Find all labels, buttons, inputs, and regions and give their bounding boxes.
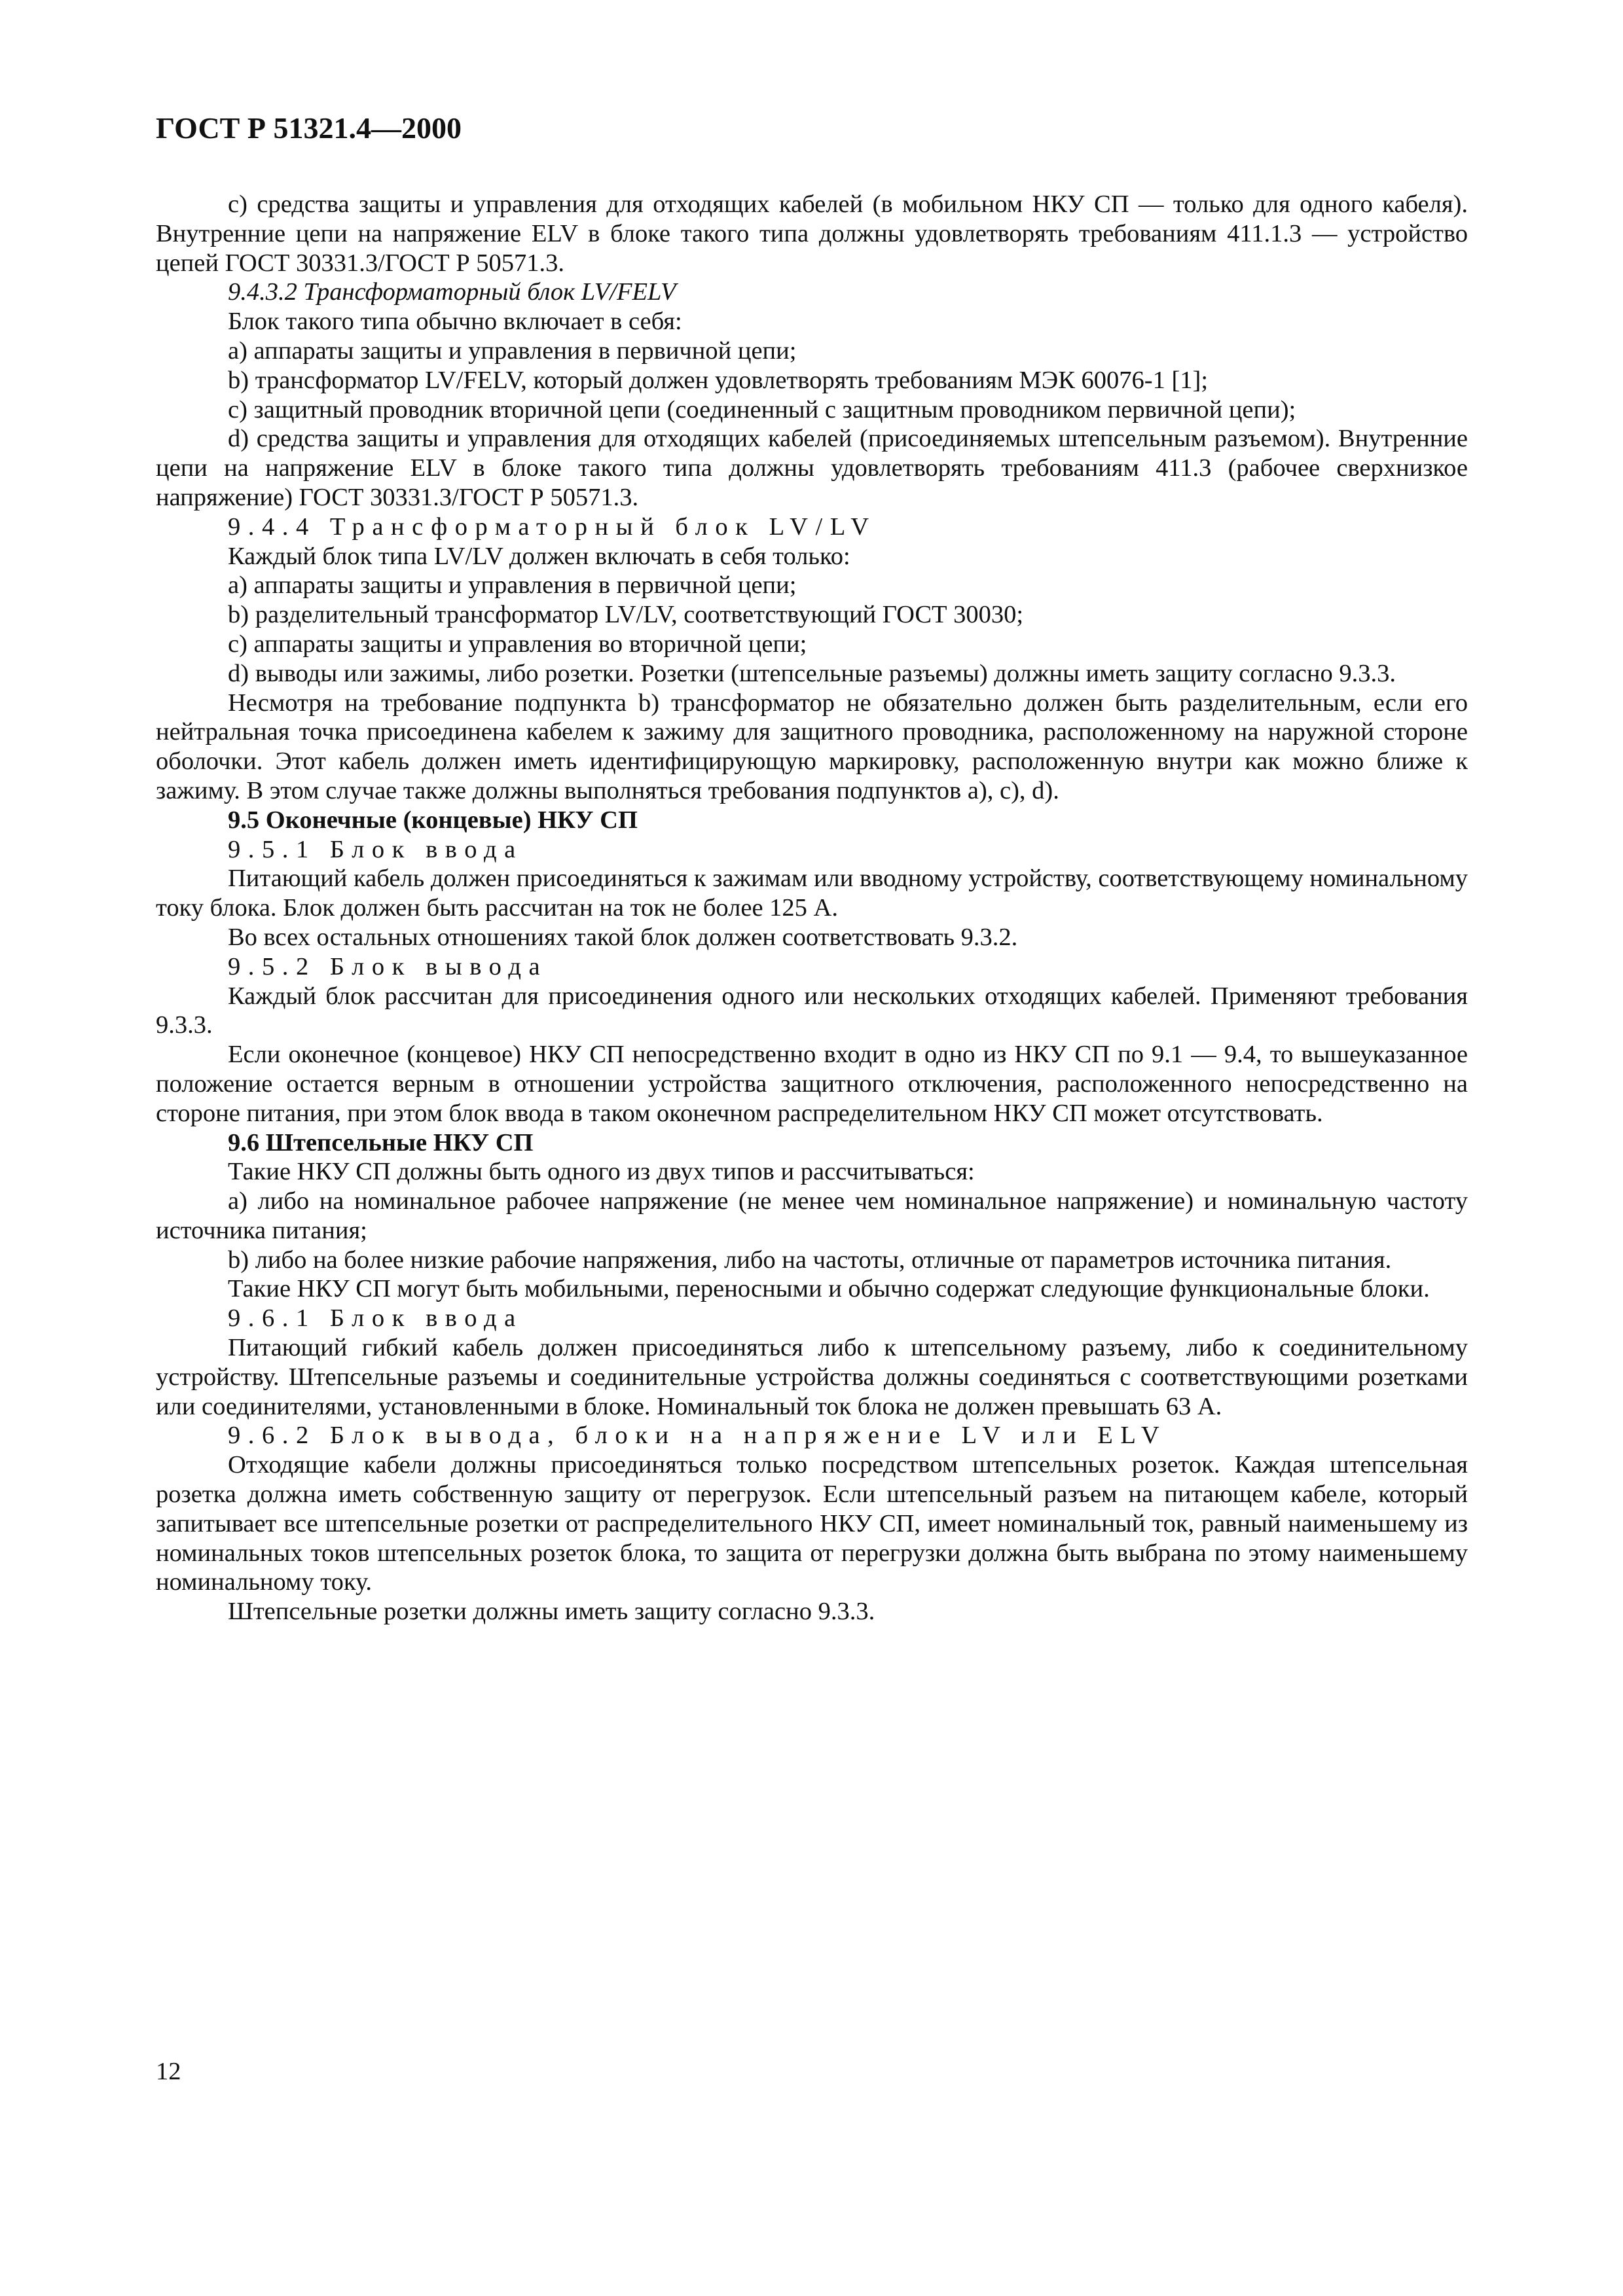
section-heading: 9.5 Оконечные (концевые) НКУ СП [228, 806, 638, 834]
paragraph: Несмотря на требование подпункта b) трансформатор не обязательно должен быть разделительным, если его нейтральная точка присоединена кабелем к зажиму для защитного проводника, расположенному на наружной стороне оболочки. Этот кабель должен иметь идентифицирующую маркировку, расположенную внутри как можно ближе к зажиму. В этом случае также должны выполняться требования подпунктов a), c), d). [156, 689, 1468, 804]
list-item: a) аппараты защиты и управления в первичной цепи; [228, 571, 797, 600]
list-item: c) защитный проводник вторичной цепи (соединенный с защитным проводником первичной цепи); [228, 395, 1296, 423]
paragraph: Каждый блок типа LV/LV должен включать в себя только: [228, 542, 850, 570]
list-item: d) выводы или зажимы, либо розетки. Розетки (штепсельные разъемы) должны иметь защиту согласно 9.3.3. [228, 659, 1396, 687]
paragraph: Штепсельные розетки должны иметь защиту согласно 9.3.3. [228, 1598, 875, 1626]
list-item: b) трансформатор LV/FELV, который должен удовлетворять требованиям МЭК 60076-1 [1]; [228, 366, 1209, 394]
document-header: ГОСТ Р 51321.4—2000 [156, 111, 462, 145]
section-heading: 9.6 Штепсельные НКУ СП [228, 1128, 534, 1157]
paragraph: Отходящие кабели должны присоединяться только посредством штепсельных розеток. Каждая штепсельная розетка должна иметь собственную защиту от перегрузок. Если штепсельный разъем на питающем кабеле, который запитывает все штепсельные розетки от распределительного НКУ СП, имеет номинальный ток, равный наименьшему из номинальных токов штепсельных розеток блока, то защита от перегрузки должна быть выбрана по этому наименьшему номинальному току. [156, 1451, 1468, 1596]
subsection-heading: 9.4.4 Трансформаторный блок LV/LV [228, 512, 877, 541]
list-item: c) аппараты защиты и управления во вторичной цепи; [228, 630, 807, 658]
subsection-heading: 9.5.2 Блок вывода [228, 952, 548, 980]
list-item: d) средства защиты и управления для отходящих кабелей (присоединяемых штепсельным разъемом). Внутренние цепи на напряжение ELV в блоке такого типа должны удовлетворять требованиям 411.3 (рабочее сверхнизкое напряжение) ГОСТ 30331.3/ГОСТ Р 50571.3. [156, 425, 1468, 511]
list-item: a) аппараты защиты и управления в первичной цепи; [228, 336, 797, 365]
paragraph: Если оконечное (концевое) НКУ СП непосредственно входит в одно из НКУ СП по 9.1 — 9.4, то вышеуказанное положение остается верным в отношении устройства защитного отключения, расположенного непосредственно на стороне питания, при этом блок ввода в таком оконечном распределительном НКУ СП может отсутствовать. [156, 1041, 1468, 1127]
paragraph: Питающий кабель должен присоединяться к зажимам или вводному устройству, соответствующему номинальному току блока. Блок должен быть рассчитан на ток не более 125 А. [156, 865, 1468, 922]
paragraph: Во всех остальных отношениях такой блок должен соответствовать 9.3.2. [228, 923, 1018, 951]
subsection-heading: 9.4.3.2 Трансформаторный блок LV/FELV [228, 278, 676, 306]
paragraph: Такие НКУ СП могут быть мобильными, переносными и обычно содержат следующие функциональные блоки. [228, 1275, 1430, 1303]
list-item: b) либо на более низкие рабочие напряжения, либо на частоты, отличные от параметров источника питания. [228, 1246, 1392, 1274]
page-number: 12 [156, 2058, 181, 2085]
list-item: a) либо на номинальное рабочее напряжение (не менее чем номинальное напряжение) и номинальную частоту источника питания; [156, 1187, 1468, 1244]
paragraph: Каждый блок рассчитан для присоединения одного или нескольких отходящих кабелей. Применяют требования 9.3.3. [156, 982, 1468, 1039]
subsection-heading: 9.6.2 Блок вывода, блоки на напряжение LV или ELV [228, 1422, 1167, 1450]
subsection-heading: 9.5.1 Блок ввода [228, 835, 523, 863]
paragraph: Такие НКУ СП должны быть одного из двух типов и рассчитываться: [228, 1158, 975, 1186]
subsection-heading: 9.6.1 Блок ввода [228, 1304, 523, 1333]
paragraph: Блок такого типа обычно включает в себя: [228, 308, 682, 336]
list-item: b) разделительный трансформатор LV/LV, соответствующий ГОСТ 30030; [228, 601, 1024, 629]
paragraph: c) средства защиты и управления для отходящих кабелей (в мобильном НКУ СП — только для одного кабеля). Внутренние цепи на напряжение ELV в блоке такого типа должны удовлетворять требованиям 411.1.3 — устройство цепей ГОСТ 30331.3/ГОСТ Р 50571.3. [156, 190, 1468, 277]
document-body [156, 190, 1468, 1626]
paragraph: Питающий гибкий кабель должен присоединяться либо к штепсельному разъему, либо к соединительному устройству. Штепсельные разъемы и соединительные устройства должны соединяться с соответствующими розетками или соединителями, установленными в блоке. Номинальный ток блока не должен превышать 63 А. [156, 1334, 1468, 1420]
